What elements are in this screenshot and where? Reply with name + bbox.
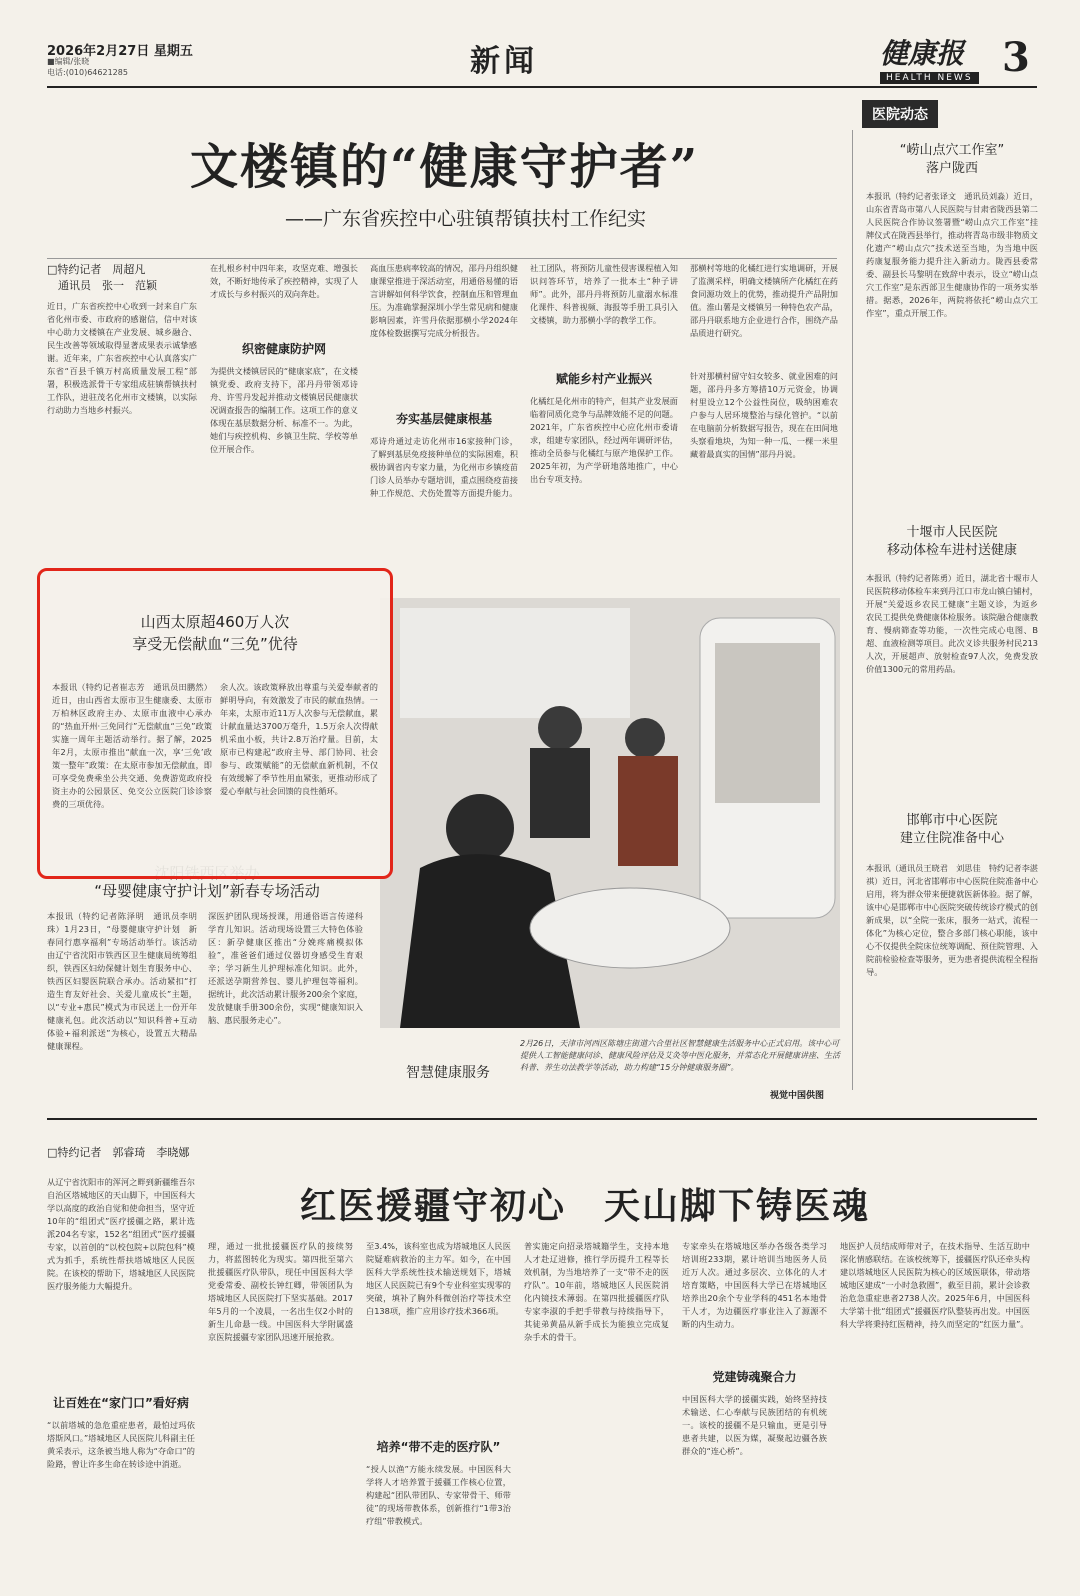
masthead-phone: 电话:(010)64621285 [47,68,128,77]
page-number: 3 [1002,34,1030,81]
bottom-column-1 [47,1176,195,1576]
photo-credit: 视觉中国供图 [770,1091,825,1101]
masthead-date: 2026年2月27日 星期五 [47,44,193,59]
main-column-5 [690,262,838,557]
main-column-4-text-b: 化橘红是化州市的特产，但其产业发展面临着同质化竞争与品牌效能不足的问题。2021年，广东省疾控中心应化州市委请求，组建专家团队，经过两年调研评估，推动全员参与化橘红与原产地保护工作。2025年初，为产学研地落地推广，中心出台专项支持。 [530,396,678,484]
main-correspondents: 通讯员 张一 范颖 [47,279,157,292]
bottom-column-6: 地医护人员结成师带对子，在技术指导、生活互助中深化情感联结。在该校统筹下，援疆医疗队还牵头构建以塔城地区人民医院为核心的区域医联体，带动塔城地区建成“一小时急救圈”，截至目前，累计会诊救治危急重症患者2738人次。2025年6月，中国医科大学第十批“组团式”援疆医疗队整装再出发。中国医科大学将秉持红医精神，持久而坚定的“红医力量”。 [840,1241,1030,1329]
main-byline [47,262,157,294]
newspaper-logo-english: HEALTH NEWS [880,72,979,84]
bottom-column-1-text: 从辽宁省沈阳市的浑河之畔到新疆维吾尔自治区塔城地区的天山脚下，中国医科大学以高度的政治自觉和使命担当，坚守近10年的“组团式”医疗援疆之路，累计选派204名专家，152名“组团式”医疗援疆专家，以首创的“以校包院+以院包科”模式为抓手，系统性帮扶塔城地区人民医院。在该校的帮助下，塔城地区人民医院医疗服务能力大幅提升。 [47,1177,195,1291]
sidebar-item-3-body: 本报讯（通讯员王晓君 刘思佳 特约记者李湛祺）近日，河北省邯郸市中心医院住院准备中心启用，将为群众带来便捷就医新体验。据了解，该中心是邯郸市中心医院突破传统诊疗模式的创新成果，以“全院一张床，服务一站式，流程一体化”为核心定位，整合多部门核心职能，该中心不仅提供全院床位统筹调配、预住院管理、入院前检验检查等服务，更为患者提供流程全程指导。 [866,863,1038,977]
sidebar-item-1-title-line1: “崂山点穴工作室” [899,143,1005,158]
main-column-5-text: 那横村等地的化橘红进行实地调研，开展了监测采样，明确文楼镇所产化橘红在药食同源功效上的优势，推动提升产品附加值。淮山薯是文楼镇另一种特色农产品，邵丹丹联系地方企业进行合作，围绕产品品质进行研究。 [690,263,838,338]
main-headline: 文楼镇的“健康守护者” [190,139,700,195]
sidebar-item-3-title [862,812,1042,848]
main-column-3 [370,262,518,557]
bottom-column-1-text-b: “以前塔城的急危重症患者，最怕过玛依塔斯风口。”塔城地区人民医院儿科副主任黄采表示，这条被当地人称为“夺命口”的险路，曾让许多生命在转诊途中消逝。 [47,1420,195,1469]
bottom-column-3 [366,1240,511,1580]
bottom-column-5-text-b: 中国医科大学的援疆实践，始终坚持技术输送、仁心奉献与民族团结的有机统一。该校的援疆不是只输血，更是引导患者共建，以医为媒，凝聚起边疆各族群众的“连心桥”。 [682,1394,827,1456]
masthead-rule [47,86,1037,88]
highlight-title-line1: 山西太原超460万人次 [140,613,290,631]
bottom-divider [47,1118,1037,1120]
bottom-column-3-text: 至3.4%，该科室也成为塔城地区人民医院疑难病救治的主力军。如今，在中国医科大学系统性技术输送规划下，塔城地区人民医院已有9个专业科室实现零的突破，填补了胸外科微创治疗等技术空白138项，推广应用诊疗技术366项。 [366,1241,511,1316]
highlight-box [37,568,393,879]
main-column-5-text-b: 针对那横村留守妇女较多、就业困难的问题，邵丹丹多方筹措10万元资金，协调村里设立12个公益性岗位，吸纳困难农户参与人居环境整治与绿化管护。“以前在电脑前分析数据写报告，现在在田间地头察看地块，为知一种一瓜、一棵一米里藏着最真实的国情”邵丹丹说。 [690,371,838,459]
sidebar-item-3-title-line1: 邯郸市中心医院 [906,813,998,828]
newspaper-logo: 健康报 [880,37,965,70]
bottom-column-2: 理，通过一批批援疆医疗队的接续努力，将蓝图转化为现实。第四批至第六批援疆医疗队带队，现任中国医科大学党委常委、副校长钟红卿，带领团队为塔城地区人民医院打下坚实基础。2017年5月的一个凌晨，一名出生仅2小时的新生儿命悬一线。中国医科大学附属盛京医院援疆专家团队迅速开展抢救。 [208,1241,353,1342]
bottom-column-1-heading: 让百姓在“家门口”看好病 [53,1396,189,1410]
highlight-title-line2: 享受无偿献血“三免”优待 [132,635,298,653]
main-reporters: □特约记者 周超凡 [47,263,146,276]
sidebar-item-2-body: 本报讯（特约记者陈勇）近日，湖北省十堰市人民医院移动体检车来到丹江口市龙山镇白铺村，开展“关爱返乡农民工健康”主题义诊，为返乡农民工提供免费健康体检服务。该院融合健康教育、慢病筛查等功能，一次性完成心电图、B超、血液检测等项目。此次义诊共服务村民213人次，开展超声、放射检查97人次，免费发放价值1300元的常用药品。 [866,573,1038,674]
masthead-editor: ■编辑/张晓 [47,57,90,66]
bottom-column-3-text-b: “授人以渔”方能永续发展。中国医科大学将人才培养置于援疆工作核心位置，构建起“团队带团队、专家带骨干、师带徒”的现场带教体系，创新推行“1带3治疗组”带教模式。 [366,1464,511,1526]
sidebar-item-1-title [862,142,1042,178]
sidebar-item-1-title-line2: 落户陇西 [925,161,978,176]
sidebar-item-2-title-line2: 移动体检车进村送健康 [886,543,1017,558]
main-subheadline: ——广东省疾控中心驻镇帮镇扶村工作纪实 [285,208,647,230]
main-column-4-text: 社工团队，将预防儿童性侵害课程植入知识问答环节，培养了一批本土“种子讲师”。此外，邵丹丹将预防儿童溺水标准化课件、科普视频、海报等手册工具引入文楼镇，助力那横小学的教学工作。 [530,263,678,325]
hospital-news-tag: 医院动态 [862,100,938,128]
masthead-editor-info [47,56,128,78]
main-column-3-text-b: 邓诗舟通过走访化州市16家接种门诊，了解到基层免疫接种单位的实际困难，积极协调省内专家力量，为化州市乡镇疫苗门诊人员举办专题培训，重点围绕疫苗接种工作规范、犬伤处置等方面提升能力。 [370,436,518,498]
sidebar-item-2-title-line1: 十堰市人民医院 [906,525,998,540]
bottom-reporters: □特约记者 郭睿琦 李晓娜 [47,1146,190,1159]
photo-illustration [380,598,840,1028]
sidebar-item-2-title [862,524,1042,560]
main-top-divider [47,258,837,259]
main-column-3-text: 高血压患病率较高的情况，邵丹丹组织健康课堂推进于深活动室，用通俗易懂的语言讲解如何科学饮食，控制血压和管理血压。为准确掌握深圳小学生常见病和健康影响因素，许雪丹依据那横小学2024年度体检数据撰写完成分析报告。 [370,263,518,338]
bottom-column-5-heading: 党建铸魂聚合力 [712,1370,797,1384]
highlight-title [40,611,390,655]
highlight-column-2: 余人次。该政策释放出尊重与关爱奉献者的鲜明导向，有效激发了市民的献血热情。一年来，太原市近11万人次参与无偿献血，累计献血量达3700万毫升，1.5万余人次得献机采血小板，共计2.8万治疗量。目前，太原市已构建起“政府主导、部门协同、社会参与、政策赋能”的无偿献血新机制，不仅有效缓解了季节性用血紧张，更推动形成了爱心奉献与社会回馈的良性循环。 [220,682,378,796]
main-column-2-text-b: 为提供文楼镇居民的“健康家底”，在文楼镇党委、政府支持下，邵丹丹带领邓诗舟、许雪丹发起并推动文楼镇居民健康状况调查报告的编制工作。这项工作的意义体现在基层数据分析、标准不一。为此，她们与疾控机构、乡镇卫生院、学校等单位开展合作。 [210,366,358,454]
shenyang-column-1: 本报讯（特约记者陈泽明 通讯员李明珠）1月23日，“母婴健康守护计划 新春同行惠享福利”专场活动举行。该活动由辽宁省沈阳市铁西区卫生健康局统筹组织，铁西区妇幼保健计划生育服务中心、铁西区妇婴医院联合承办。活动紧扣“打造生育友好社会、关爱儿童成长”主题，以“专业+惠民”模式为市民送上一份开年健康礼包。此次活动以“知识科普+互动体验+福利派送”为核心，设置五大精品健康课程。 [47,911,197,1051]
main-column-1: 近日，广东省疾控中心收到一封来自广东省化州市委、市政府的感谢信，信中对该中心助力文楼镇在产业发展、城乡融合、民生改善等领域取得显著成果表示诚挚感谢。近年来，广东省疾控中心认真落实广东省“百县千镇万村高质量发展工程”部署，积极选派骨干专家组成驻镇帮镇扶村工作队，进驻茂名化州市文楼镇，以实际行动助力当地乡村振兴。 [47,301,197,415]
news-photo [380,598,840,1028]
sidebar-item-1-body: 本报讯（特约记者张译文 通讯员刘淼）近日，山东省青岛市第八人民医院与甘肃省陇西县第二人民医院合作协议签署暨“崂山点穴工作室”挂牌仪式在陇西县举行，推动将青岛市级非物质文化遗产“崂山点穴”技术送至当地，为当地中医药康复服务能力提升注入新动力。陇西县委常委、副县长马黎明在致辞中表示，设立“崂山点穴工作室”是东西部卫生健康协作的一项务实举措。据悉，2026年，两院将依托“崂山点穴工作室”，重点开展工作。 [866,191,1038,318]
bottom-column-5 [682,1240,827,1580]
bottom-column-3-heading: 培养“带不走的医疗队” [376,1440,501,1454]
photo-label: 智慧健康服务 [406,1065,490,1081]
bottom-headline: 红医援疆守初心 天山脚下铸医魂 [300,1185,871,1227]
shenyang-title-line2: “母婴健康守护计划”新春专场活动 [94,882,320,900]
sidebar-item-3-title-line2: 建立住院准备中心 [899,831,1004,846]
bottom-column-4: 普实施定向招录塔城籍学生，支持本地人才赴辽进修，推行学历提升工程等长效机制，为当地培养了一支“带不走的医疗队”。10年前，塔城地区人民医院消化内镜技术薄弱。在第四批援疆医疗队专家李淑的手把手带教与持续指导下，其徒弟黄晶从新手成长为能独立完成复杂手术的骨干。 [524,1241,669,1342]
shenyang-column-2: 深医护团队现场授课，用通俗语言传递科学育儿知识。活动现场设置三大特色体验区：新孕健康区推出“分娩疼痛模拟体验”，准爸爸们通过仪器切身感受生育艰辛；学习新生儿护理标准化知识。此外，还派送孕期营养包、婴儿护理包等福利。据统计，此次活动累计服务200余个家庭，发放健康手册300余份，实现“健康知识入脑、惠民服务走心”。 [208,911,363,1025]
main-column-4 [530,262,678,557]
main-column-4-heading: 赋能乡村产业振兴 [555,372,652,386]
main-column-2 [210,262,358,557]
main-column-2-text: 在扎根乡村中四年来，攻坚克难、增强长效，不断好地传承了疾控精神，实现了人才成长与乡村振兴的双向奔赴。 [210,263,358,299]
photo-caption: 2月26日，天津市河西区陈塘庄街道六合里社区智慧健康生活服务中心正式启用。该中心可提供人工智能健康问诊、健康风险评估及艾灸等中医化服务，并常态化开展健康讲座、生活科普、养生功法教学等活动，助力构建“15分钟健康服务圈”。 [520,1039,840,1072]
section-title: 新闻 [470,44,538,79]
sidebar-divider [852,130,853,1090]
highlight-column-1: 本报讯（特约记者崔志芳 通讯员田鹏然）近日，由山西省太原市卫生健康委、太原市万柏林区政府主办、太原市血液中心承办的“热血开州·三免同行”无偿献血“三免”政策实施一周年主题活动举行。据了解，2025年2月，太原市推出“献血一次，享‘三免’政策一整年”政策：在太原市参加无偿献血，即可享受免费乘坐公共交通、免费游览政府投资主办的公园景区、免交公立医院门诊诊察费的三项优待。 [52,682,212,809]
main-column-2-heading: 织密健康防护网 [241,342,326,356]
main-column-3-heading: 夯实基层健康根基 [395,412,492,426]
bottom-column-5-text: 专家牵头在塔城地区举办各级各类学习培训班233期，累计培训当地医务人员近万人次。通过多层次、立体化的人才培育策略，中国医科大学已在塔城地区培养出20余个专业学科的451名本地骨干人才，为边疆医疗事业注入了源源不断的内生动力。 [682,1241,827,1329]
